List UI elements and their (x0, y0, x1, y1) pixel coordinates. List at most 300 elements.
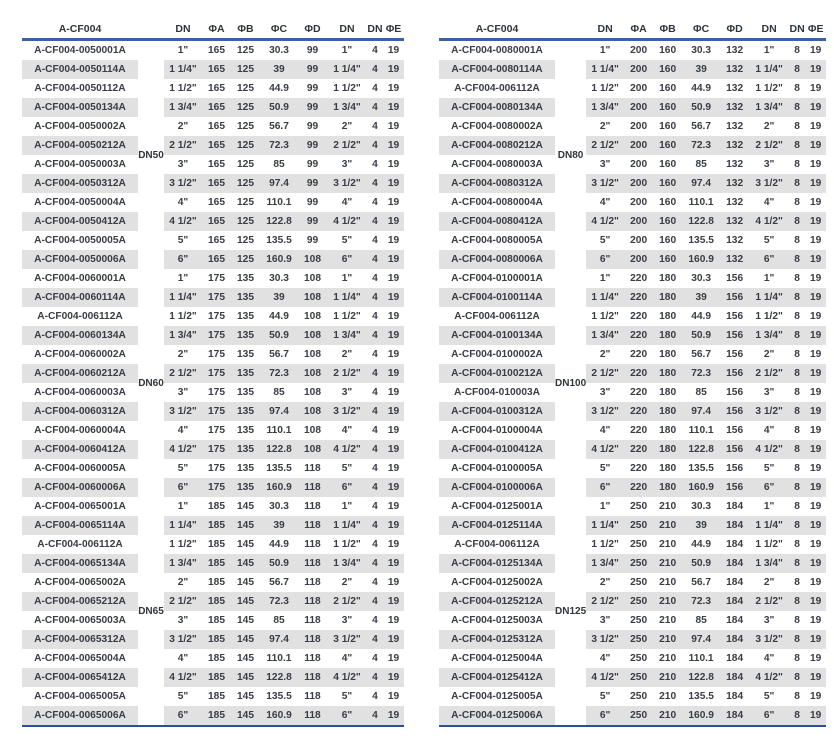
value-cell: 3" (341, 615, 353, 626)
value-cell: 8 (794, 83, 800, 94)
table-row (22, 516, 404, 535)
value-cell: 125 (231, 136, 260, 155)
part-number-cell: A-CF004-0065006A (22, 706, 138, 726)
value-cell: 200 (624, 98, 653, 117)
table-row (22, 326, 404, 345)
value-cell: 4 1/2" (586, 440, 624, 459)
table-row (439, 687, 826, 706)
value-cell: 175 (202, 288, 231, 307)
value-cell: 19 (809, 539, 822, 550)
table-row (22, 421, 404, 440)
value-cell: 4" (763, 197, 775, 208)
table-row (22, 535, 404, 554)
value-cell: 19 (387, 387, 400, 398)
part-number-cell: A-CF004-0060114A (22, 288, 138, 307)
value-cell: 3" (599, 615, 611, 626)
value-cell: 210 (653, 516, 682, 535)
value-cell: 19 (383, 326, 404, 345)
value-cell: 30.3 (691, 273, 712, 284)
value-cell: 39 (260, 60, 298, 79)
part-number-cell: A-CF004-0060004A (34, 425, 126, 436)
value-cell: 4 (367, 554, 383, 573)
value-cell: 118 (298, 630, 327, 649)
table-row (439, 307, 826, 326)
value-cell: 250 (630, 501, 648, 512)
value-cell: 4 1/2" (749, 212, 789, 231)
value-cell: 118 (298, 554, 327, 573)
value-cell: 3" (763, 615, 775, 626)
value-cell: 19 (383, 440, 404, 459)
value-cell: 85 (695, 387, 707, 398)
column-header-1: DN (586, 21, 624, 40)
part-number-cell: A-CF004-0060212A (22, 364, 138, 383)
part-number-cell: A-CF004-0060002A (34, 349, 126, 360)
table-row (439, 630, 826, 649)
column-header-8: ΦE (805, 21, 826, 40)
value-cell: 180 (659, 425, 677, 436)
value-cell: 4" (341, 197, 353, 208)
value-cell: 19 (383, 402, 404, 421)
column-header-8: ΦE (383, 21, 404, 40)
value-cell: 160 (653, 174, 682, 193)
value-cell: 19 (383, 288, 404, 307)
value-cell: 200 (624, 174, 653, 193)
value-cell: 122.8 (682, 668, 720, 687)
table-row (439, 649, 826, 668)
table-row (22, 687, 404, 706)
value-cell: 19 (383, 250, 404, 269)
value-cell: 8 (789, 668, 805, 687)
value-cell: 175 (208, 463, 225, 474)
value-cell: 39 (682, 516, 720, 535)
value-cell: 19 (805, 668, 826, 687)
value-cell: 132 (720, 250, 749, 269)
value-cell: 110.1 (266, 197, 292, 208)
column-header-5: ΦD (720, 21, 749, 40)
value-cell: 1 1/4" (749, 516, 789, 535)
table-row (22, 345, 404, 364)
column-header-7: DN (789, 21, 805, 40)
value-cell: 4 (367, 250, 383, 269)
value-cell: 1" (599, 501, 611, 512)
part-number-cell: A-CF004-0050001A (34, 45, 126, 56)
value-cell: 184 (720, 554, 749, 573)
value-cell: 108 (304, 311, 321, 322)
value-cell: 8 (794, 539, 800, 550)
table-row (439, 516, 826, 535)
value-cell: 8 (789, 174, 805, 193)
value-cell: 125 (237, 121, 254, 132)
value-cell: 165 (208, 235, 225, 246)
value-cell: 145 (231, 554, 260, 573)
part-number-cell: A-CF004-0080312A (439, 174, 555, 193)
value-cell: 185 (202, 630, 231, 649)
value-cell: 72.3 (260, 592, 298, 611)
table-row (22, 40, 404, 61)
value-cell: 56.7 (691, 121, 712, 132)
part-number-cell: A-CF004-0065002A (34, 577, 126, 588)
value-cell: 1 1/2" (591, 83, 619, 94)
part-number-cell: A-CF004-0065312A (22, 630, 138, 649)
value-cell: 56.7 (691, 349, 712, 360)
value-cell: 2" (341, 577, 353, 588)
value-cell: 3 1/2" (586, 402, 624, 421)
value-cell: 125 (237, 235, 254, 246)
value-cell: 19 (387, 83, 400, 94)
value-cell: 5" (177, 463, 189, 474)
part-number-cell: A-CF004-0080003A (451, 159, 543, 170)
value-cell: 19 (809, 691, 822, 702)
value-cell: 44.9 (691, 311, 712, 322)
value-cell: 19 (383, 174, 404, 193)
value-cell: 3 1/2" (164, 402, 202, 421)
value-cell: 220 (624, 288, 653, 307)
value-cell: 175 (208, 387, 225, 398)
value-cell: 19 (383, 136, 404, 155)
value-cell: 4 1/2" (586, 212, 624, 231)
value-cell: 5" (177, 235, 189, 246)
value-cell: 175 (202, 440, 231, 459)
value-cell: 5" (763, 463, 775, 474)
value-cell: 1 1/4" (164, 516, 202, 535)
value-cell: 118 (304, 577, 321, 588)
table-row (439, 402, 826, 421)
value-cell: 4 (372, 45, 378, 56)
table-row (22, 649, 404, 668)
part-number-cell: A-CF004-0065004A (34, 653, 126, 664)
value-cell: 135 (231, 478, 260, 497)
value-cell: 8 (789, 554, 805, 573)
value-cell: 1" (177, 45, 189, 56)
value-cell: 1 1/2" (333, 539, 361, 550)
value-cell: 220 (624, 402, 653, 421)
value-cell: 135 (231, 440, 260, 459)
value-cell: 97.4 (260, 630, 298, 649)
column-header-gap (555, 21, 586, 40)
value-cell: 4 (367, 402, 383, 421)
spec-table-right (439, 21, 826, 727)
table-row (439, 98, 826, 117)
value-cell: 175 (208, 311, 225, 322)
value-cell: 125 (231, 174, 260, 193)
value-cell: 135 (231, 288, 260, 307)
value-cell: 3" (341, 387, 353, 398)
value-cell: 4" (599, 425, 611, 436)
value-cell: 19 (805, 136, 826, 155)
value-cell: 4 (367, 364, 383, 383)
value-cell: 4 (372, 159, 378, 170)
value-cell: 132 (726, 159, 744, 170)
value-cell: 4 1/2" (749, 668, 789, 687)
value-cell: 6" (164, 250, 202, 269)
value-cell: 160 (653, 136, 682, 155)
value-cell: 110.1 (688, 425, 714, 436)
value-cell: 5" (177, 691, 189, 702)
part-number-cell: A-CF004-006112A (37, 311, 123, 322)
value-cell: 99 (298, 174, 327, 193)
part-number-cell: A-CF004-0060001A (34, 273, 126, 284)
value-cell: 4 (367, 98, 383, 117)
value-cell: 1 3/4" (327, 554, 367, 573)
value-cell: 19 (387, 615, 400, 626)
column-header-1: DN (164, 21, 202, 40)
value-cell: 8 (789, 402, 805, 421)
value-cell: 19 (805, 250, 826, 269)
value-cell: 6" (586, 250, 624, 269)
value-cell: 4 (367, 288, 383, 307)
value-cell: 160 (653, 250, 682, 269)
part-number-cell: A-CF004-0125004A (451, 653, 543, 664)
value-cell: 6" (327, 706, 367, 726)
value-cell: 19 (809, 425, 822, 436)
value-cell: 250 (630, 653, 648, 664)
value-cell: 1 1/4" (327, 288, 367, 307)
value-cell: 8 (789, 516, 805, 535)
value-cell: 19 (809, 197, 822, 208)
part-number-cell: A-CF004-0050114A (22, 60, 138, 79)
value-cell: 1" (341, 501, 353, 512)
table-row (439, 345, 826, 364)
value-cell: 19 (383, 60, 404, 79)
value-cell: 4 1/2" (749, 440, 789, 459)
value-cell: 122.8 (682, 440, 720, 459)
part-number-cell: A-CF004-0100114A (439, 288, 555, 307)
value-cell: 125 (237, 197, 254, 208)
column-header-3: ΦB (231, 21, 260, 40)
value-cell: 145 (231, 630, 260, 649)
part-number-cell: A-CF004-0100212A (439, 364, 555, 383)
table-row (22, 383, 404, 402)
value-cell: 19 (387, 197, 400, 208)
value-cell: 56.7 (269, 577, 289, 588)
value-cell: 8 (794, 235, 800, 246)
dn-group-label: DN50 (138, 40, 164, 270)
part-number-cell: A-CF004-0050004A (34, 197, 126, 208)
value-cell: 184 (726, 691, 744, 702)
value-cell: 118 (304, 615, 321, 626)
value-cell: 19 (809, 349, 822, 360)
column-header-2: ΦA (202, 21, 231, 40)
table-row (22, 478, 404, 497)
value-cell: 185 (208, 653, 225, 664)
value-cell: 4 (372, 653, 378, 664)
value-cell: 6" (327, 250, 367, 269)
value-cell: 165 (202, 174, 231, 193)
value-cell: 156 (726, 311, 744, 322)
value-cell: 8 (789, 706, 805, 726)
value-cell: 3" (763, 159, 775, 170)
column-header-7: DN (367, 21, 383, 40)
value-cell: 132 (726, 121, 744, 132)
value-cell: 30.3 (691, 45, 712, 56)
value-cell: 72.3 (682, 364, 720, 383)
table-row (439, 573, 826, 592)
part-number-cell: A-CF004-0080134A (439, 98, 555, 117)
value-cell: 50.9 (260, 98, 298, 117)
value-cell: 19 (809, 273, 822, 284)
value-cell: 145 (231, 668, 260, 687)
part-number-cell: A-CF004-0100004A (451, 425, 543, 436)
value-cell: 8 (789, 136, 805, 155)
value-cell: 220 (624, 440, 653, 459)
value-cell: 1 1/2" (755, 311, 783, 322)
part-number-cell: A-CF004-006112A (37, 539, 123, 550)
value-cell: 97.4 (682, 174, 720, 193)
value-cell: 4 (372, 349, 378, 360)
value-cell: 8 (794, 349, 800, 360)
value-cell: 1 3/4" (164, 98, 202, 117)
value-cell: 19 (387, 121, 400, 132)
value-cell: 160 (653, 98, 682, 117)
table-row (439, 193, 826, 212)
value-cell: 160 (659, 83, 677, 94)
value-cell: 180 (653, 402, 682, 421)
dn-group-label: DN125 (555, 497, 586, 726)
value-cell: 5" (341, 463, 353, 474)
value-cell: 85 (695, 159, 707, 170)
value-cell: 19 (387, 653, 400, 664)
value-cell: 19 (809, 463, 822, 474)
table-row (22, 364, 404, 383)
value-cell: 184 (720, 592, 749, 611)
value-cell: 1" (341, 45, 353, 56)
value-cell: 135 (237, 387, 254, 398)
value-cell: 3" (177, 159, 189, 170)
tables-container (22, 21, 834, 727)
value-cell: 56.7 (691, 577, 712, 588)
value-cell: 19 (805, 630, 826, 649)
table-row (439, 155, 826, 174)
value-cell: 200 (630, 121, 648, 132)
value-cell: 118 (298, 516, 327, 535)
value-cell: 200 (624, 60, 653, 79)
table-row (22, 307, 404, 326)
value-cell: 210 (653, 630, 682, 649)
value-cell: 19 (387, 235, 400, 246)
value-cell: 4 (372, 121, 378, 132)
value-cell: 160 (659, 121, 677, 132)
value-cell: 1 1/2" (755, 539, 783, 550)
value-cell: 175 (208, 349, 225, 360)
value-cell: 4 (372, 83, 378, 94)
value-cell: 4 (367, 212, 383, 231)
value-cell: 19 (805, 706, 826, 726)
value-cell: 19 (805, 440, 826, 459)
part-number-cell: A-CF004-006112A (454, 311, 540, 322)
table-row (439, 231, 826, 250)
value-cell: 2 1/2" (749, 136, 789, 155)
value-cell: 135 (237, 273, 254, 284)
value-cell: 2" (599, 577, 611, 588)
part-number-cell: A-CF004-0125006A (439, 706, 555, 726)
value-cell: 1 1/4" (749, 288, 789, 307)
value-cell: 220 (630, 387, 648, 398)
value-cell: 19 (809, 45, 822, 56)
value-cell: 4" (177, 653, 189, 664)
part-number-cell: A-CF004-0050112A (34, 83, 126, 94)
part-number-cell: A-CF004-0080001A (451, 45, 543, 56)
value-cell: 135 (237, 425, 254, 436)
dn-group-label: DN65 (138, 497, 164, 726)
value-cell: 160 (653, 60, 682, 79)
value-cell: 185 (202, 592, 231, 611)
value-cell: 156 (720, 288, 749, 307)
value-cell: 180 (653, 440, 682, 459)
part-number-cell: A-CF004-0080412A (439, 212, 555, 231)
value-cell: 108 (298, 250, 327, 269)
value-cell: 5" (763, 235, 775, 246)
value-cell: 6" (586, 706, 624, 726)
value-cell: 99 (306, 121, 319, 132)
value-cell: 19 (809, 311, 822, 322)
value-cell: 118 (304, 539, 321, 550)
value-cell: 19 (809, 121, 822, 132)
value-cell: 1 1/2" (169, 311, 197, 322)
value-cell: 185 (202, 668, 231, 687)
value-cell: 4 (372, 311, 378, 322)
value-cell: 184 (720, 706, 749, 726)
value-cell: 175 (202, 326, 231, 345)
value-cell: 200 (630, 235, 648, 246)
value-cell: 180 (659, 463, 677, 474)
value-cell: 4 (372, 387, 378, 398)
value-cell: 160 (659, 197, 677, 208)
value-cell: 8 (794, 615, 800, 626)
value-cell: 8 (789, 364, 805, 383)
value-cell: 160 (659, 159, 677, 170)
value-cell: 184 (720, 630, 749, 649)
value-cell: 135 (231, 326, 260, 345)
value-cell: 1 3/4" (586, 98, 624, 117)
value-cell: 19 (805, 478, 826, 497)
value-cell: 160.9 (682, 250, 720, 269)
value-cell: 4 1/2" (586, 668, 624, 687)
value-cell: 122.8 (260, 440, 298, 459)
value-cell: 2" (763, 121, 775, 132)
value-cell: 19 (383, 554, 404, 573)
value-cell: 2 1/2" (327, 592, 367, 611)
column-header-4: ΦC (682, 21, 720, 40)
value-cell: 118 (304, 653, 321, 664)
value-cell: 8 (794, 311, 800, 322)
value-cell: 4 (372, 539, 378, 550)
part-number-cell: A-CF004-0050003A (34, 159, 126, 170)
part-number-cell: A-CF004-0050134A (22, 98, 138, 117)
value-cell: 4 (372, 501, 378, 512)
value-cell: 5" (599, 691, 611, 702)
value-cell: 2 1/2" (586, 592, 624, 611)
value-cell: 135.5 (266, 235, 292, 246)
value-cell: 39 (260, 288, 298, 307)
value-cell: 6" (749, 478, 789, 497)
value-cell: 2" (341, 121, 353, 132)
value-cell: 56.7 (269, 349, 289, 360)
table-row (22, 136, 404, 155)
table-row (22, 630, 404, 649)
part-number-cell: A-CF004-0060005A (34, 463, 126, 474)
part-number-cell: A-CF004-0125003A (451, 615, 543, 626)
value-cell: 3" (763, 387, 775, 398)
part-number-cell: A-CF004-0065412A (22, 668, 138, 687)
table-body (439, 40, 826, 727)
value-cell: 72.3 (682, 592, 720, 611)
part-number-cell: A-CF004-0125002A (451, 577, 543, 588)
value-cell: 132 (720, 174, 749, 193)
value-cell: 108 (298, 288, 327, 307)
header-row (439, 21, 826, 40)
value-cell: 4 (372, 577, 378, 588)
value-cell: 30.3 (269, 45, 289, 56)
